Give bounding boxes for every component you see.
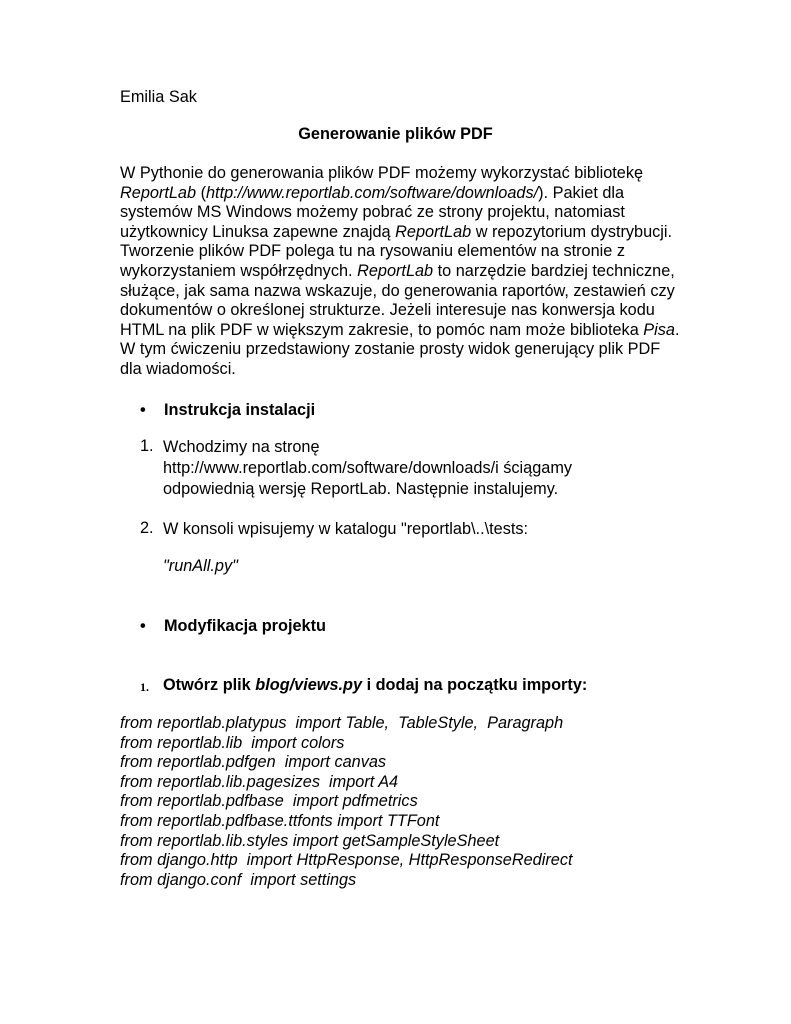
intro-segment: . W tym ćwiczeniu przedstawiony zostanie prosty widok generujący plik PDF dla wiadomości. <box>120 320 680 378</box>
step-line: odpowiednią wersję ReportLab. Następnie instalujemy. <box>163 480 559 498</box>
code-line: from reportlab.platypus import Table, TableStyle, Paragraph <box>120 714 564 732</box>
step-line: W konsoli wpisujemy w katalogu "reportlab\..\tests: <box>163 520 529 538</box>
code-line: from reportlab.lib.pagesizes import A4 <box>120 772 399 791</box>
step-line: Wchodzimy na stronę <box>163 438 320 456</box>
intro-segment: to narzędzie bardziej techniczne, służące, jak sama nazwa wskazuje, do generowania raportów, zestawień czy dokumentów o określonej strukturze. Jeżeli interesuje nas konwersja kodu HTML na plik PDF w większym zakresie, to pomóc nam może biblioteka <box>120 261 675 339</box>
code-line: from django.http import HttpResponse, HttpResponseRedirect <box>120 851 573 870</box>
intro-segment: Pisa <box>643 320 675 339</box>
step-line: http://www.reportlab.com/software/downloads/i ściągamy <box>163 459 573 477</box>
step-suffix: i dodaj na początku importy: <box>362 676 588 694</box>
document-title: Generowanie plików PDF <box>298 125 493 143</box>
section-heading-text: Modyfikacja projektu <box>164 617 326 635</box>
intro-segment: http://www.reportlab.com/software/downloads/ <box>206 183 539 202</box>
code-line: from reportlab.lib import colors <box>120 733 345 752</box>
code-line: from reportlab.pdfbase import pdfmetrics <box>120 792 418 811</box>
step-number: 1. <box>140 437 154 455</box>
step-number: 2. <box>140 519 154 537</box>
code-line: from django.conf import settings <box>120 870 357 889</box>
author-name: Emilia Sak <box>120 88 197 106</box>
intro-segment: w repozytorium dystrybucji. Tworzenie plików PDF polega tu na rysowaniu elementów na stronie z wykorzystaniem współrzędnych. <box>120 222 673 280</box>
intro-segment: W Pythonie do generowania plików PDF możemy wykorzystać bibliotekę <box>120 164 644 182</box>
code-line: from reportlab.pdfgen import canvas <box>120 753 387 772</box>
step-number: 1. <box>140 680 149 694</box>
step-prefix: Otwórz plik <box>163 676 256 694</box>
intro-segment: ReportLab <box>357 261 434 280</box>
intro-paragraph <box>120 164 680 380</box>
console-command: "runAll.py" <box>163 557 238 575</box>
intro-segment: ReportLab <box>120 183 197 202</box>
intro-segment: ). Pakiet dla systemów MS Windows możemy pobrać ze strony projektu, natomiast użytkownicy Linuksa zapewne znajdą <box>120 183 625 241</box>
intro-segment: ReportLab <box>395 222 472 241</box>
section-heading-text: Instrukcja instalacji <box>164 401 316 419</box>
file-path: blog/views.py <box>255 676 363 694</box>
code-line: from reportlab.lib.styles import getSampleStyleSheet <box>120 831 500 850</box>
intro-segment: ( <box>196 183 206 202</box>
code-line: from reportlab.pdfbase.ttfonts import TTFont <box>120 811 440 830</box>
bullet-icon: • <box>140 617 146 635</box>
bullet-icon: • <box>140 401 146 419</box>
import-code-block <box>120 714 572 890</box>
